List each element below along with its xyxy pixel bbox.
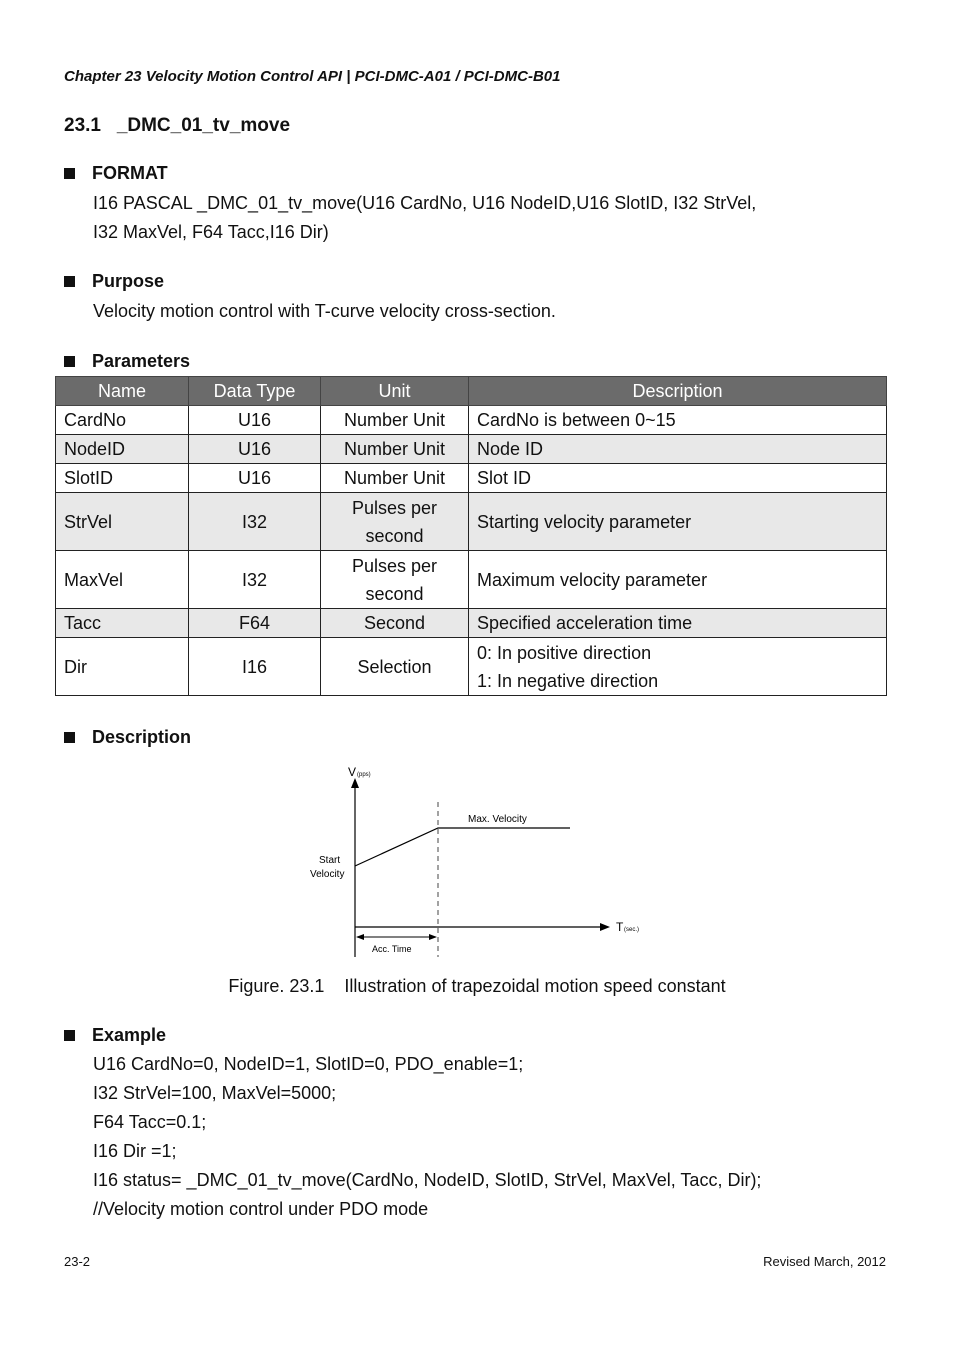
param-description: Node ID [469, 435, 887, 464]
section-title: 23.1 _DMC_01_tv_move [64, 115, 291, 136]
param-description-line: 0: In positive direction [477, 642, 652, 663]
example-heading [64, 1025, 166, 1046]
column-header-name: Name [56, 377, 189, 406]
example-line: I32 StrVel=100, MaxVel=5000; [93, 1083, 337, 1103]
velocity-diagram-svg [300, 760, 660, 965]
param-description-line: 1: In negative direction [477, 670, 659, 691]
example-line: I16 status= _DMC_01_tv_move(CardNo, NodeID, SlotID, StrVel, MaxVel, Tacc, Dir); [93, 1170, 762, 1190]
param-type: U16 [189, 464, 321, 493]
table-row [56, 609, 887, 638]
param-name: NodeID [56, 435, 189, 464]
t-axis-arrow-icon [600, 923, 610, 931]
param-description: Slot ID [469, 464, 887, 493]
table-header-row [56, 377, 887, 406]
table-row [56, 638, 887, 696]
param-name: MaxVel [56, 551, 189, 609]
v-axis-arrow-icon [351, 778, 359, 788]
param-name: Dir [56, 638, 189, 696]
example-code [93, 1050, 761, 1224]
acc-time-label: Acc. Time [372, 944, 412, 954]
param-unit: Second [321, 609, 469, 638]
v-axis-unit: (pps) [357, 772, 371, 778]
param-description: CardNo is between 0~15 [469, 406, 887, 435]
arrow-left-icon [356, 934, 364, 940]
table-row [56, 435, 887, 464]
velocity-profile-line [355, 828, 570, 866]
example-heading-label: Example [92, 1025, 167, 1045]
param-type: I16 [189, 638, 321, 696]
param-unit-line: second [365, 583, 424, 604]
param-unit-line: second [365, 525, 424, 546]
description-heading-label: Description [92, 727, 192, 747]
purpose-text: Velocity motion control with T-curve velocity cross-section. [93, 301, 556, 321]
param-description: Starting velocity parameter [469, 493, 887, 551]
param-name: Tacc [56, 609, 189, 638]
column-header-data-type: Data Type [189, 377, 321, 406]
bullet-square-icon [64, 732, 75, 743]
param-unit: Selection [321, 638, 469, 696]
arrow-right-icon [429, 934, 437, 940]
parameters-table [55, 376, 887, 696]
revision-date: Revised March, 2012 [763, 1254, 886, 1269]
parameters-heading [64, 351, 190, 372]
velocity-diagram [300, 760, 660, 970]
start-velocity-label: Start [319, 855, 341, 866]
max-velocity-label: Max. Velocity [468, 814, 527, 825]
format-heading-label: FORMAT [92, 163, 168, 183]
param-unit-line: Pulses per [351, 555, 438, 576]
description-heading [64, 727, 191, 748]
example-line: U16 CardNo=0, NodeID=1, SlotID=0, PDO_enable=1; [93, 1054, 524, 1074]
param-description [469, 638, 887, 696]
param-description: Specified acceleration time [469, 609, 887, 638]
parameters-heading-label: Parameters [92, 351, 191, 371]
param-description: Maximum velocity parameter [469, 551, 887, 609]
format-signature [93, 189, 756, 247]
example-line: F64 Tacc=0.1; [93, 1112, 207, 1132]
param-unit: Number Unit [321, 464, 469, 493]
param-unit [321, 493, 469, 551]
table-row [56, 493, 887, 551]
start-velocity-label: Velocity [310, 869, 345, 880]
param-unit: Number Unit [321, 406, 469, 435]
param-unit-line: Pulses per [351, 497, 438, 518]
param-type: U16 [189, 435, 321, 464]
example-line: I16 Dir =1; [93, 1141, 177, 1161]
format-line: I16 PASCAL _DMC_01_tv_move(U16 CardNo, U16 NodeID,U16 SlotID, I32 StrVel, [93, 193, 757, 213]
bullet-square-icon [64, 356, 75, 367]
bullet-square-icon [64, 1030, 75, 1041]
t-axis-unit: (sec.) [624, 927, 639, 933]
param-type: F64 [189, 609, 321, 638]
param-type: I32 [189, 551, 321, 609]
bullet-square-icon [64, 276, 75, 287]
v-axis-label: V [348, 765, 357, 779]
figure-caption: Figure. 23.1 Illustration of trapezoidal motion speed constant [228, 976, 726, 996]
table-row [56, 551, 887, 609]
bullet-square-icon [64, 168, 75, 179]
format-heading [64, 163, 168, 184]
table-row [56, 406, 887, 435]
column-header-description: Description [469, 377, 887, 406]
format-line: I32 MaxVel, F64 Tacc,I16 Dir) [93, 222, 329, 242]
example-line: //Velocity motion control under PDO mode [93, 1199, 429, 1219]
purpose-heading [64, 271, 164, 292]
param-unit: Number Unit [321, 435, 469, 464]
param-name: CardNo [56, 406, 189, 435]
param-name: SlotID [56, 464, 189, 493]
purpose-heading-label: Purpose [92, 271, 165, 291]
page-header: Chapter 23 Velocity Motion Control API | PCI-DMC-A01 / PCI-DMC-B01 [64, 68, 561, 85]
column-header-unit: Unit [321, 377, 469, 406]
t-axis-label: T [616, 920, 624, 934]
param-type: U16 [189, 406, 321, 435]
table-row [56, 464, 887, 493]
param-unit [321, 551, 469, 609]
param-type: I32 [189, 493, 321, 551]
page-number: 23-2 [64, 1254, 91, 1269]
param-name: StrVel [56, 493, 189, 551]
